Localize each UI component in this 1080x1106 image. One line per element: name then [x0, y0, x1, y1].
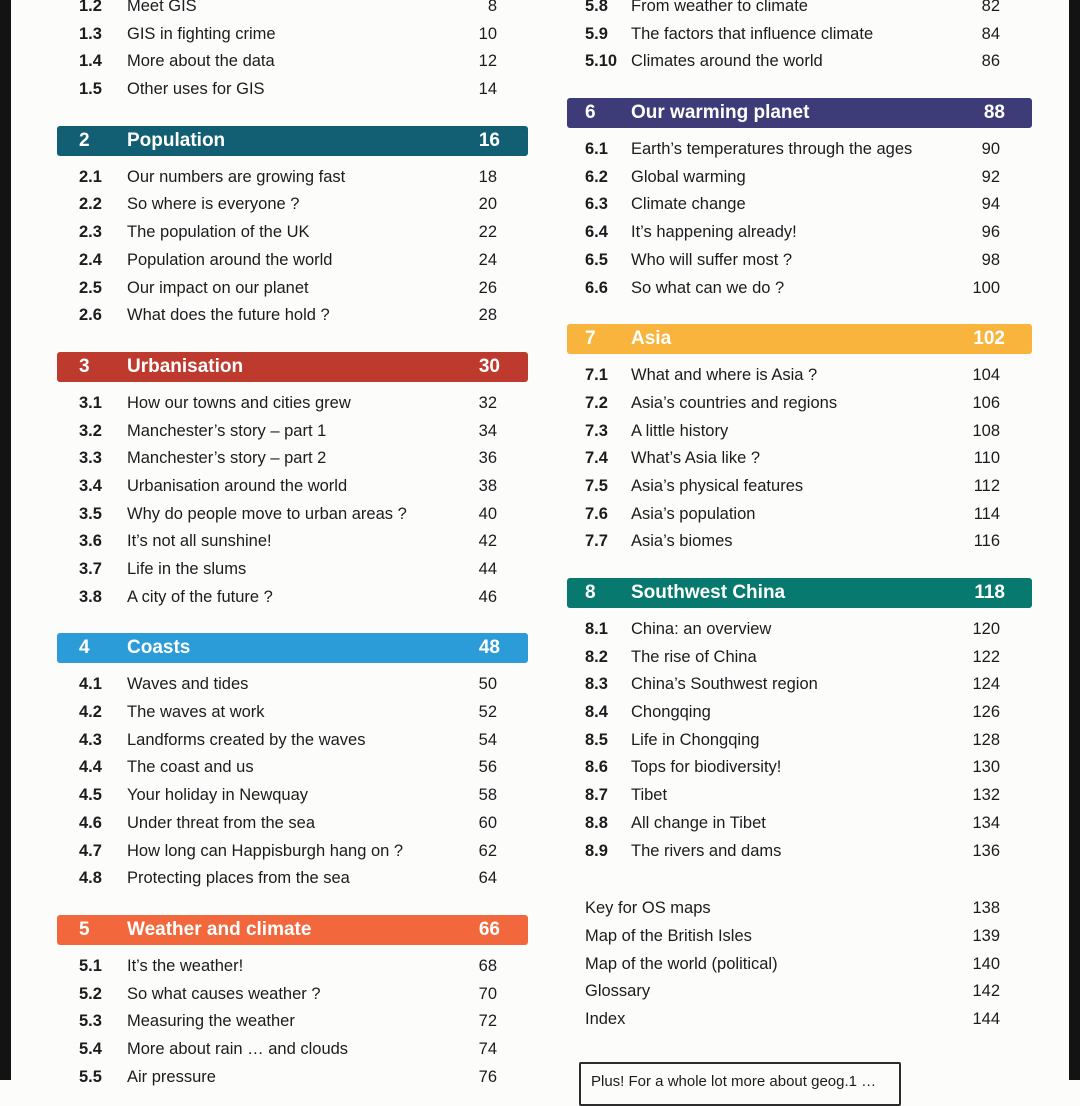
chapter-page: 66	[478, 918, 500, 940]
photo-edge-left	[0, 0, 11, 1080]
toc-entry-title: China: an overview	[631, 620, 772, 638]
toc-entry	[57, 247, 528, 275]
toc-entry-title: Climates around the world	[631, 52, 823, 71]
toc-entry-title: Who will suffer most ?	[631, 250, 793, 269]
chapter-entries	[57, 953, 528, 1091]
toc-entry-page: 32	[478, 393, 497, 412]
toc-entry	[567, 473, 1032, 501]
toc-entry	[567, 21, 1032, 49]
toc-entry-number: 2.5	[79, 278, 102, 297]
toc-entry-page: 24	[478, 250, 497, 269]
toc-entry	[567, 136, 1032, 164]
toc-entry-number: 2.4	[79, 250, 102, 269]
toc-entry-title: Manchester’s story – part 2	[127, 449, 327, 468]
toc-entry	[57, 1064, 528, 1092]
toc-entry-title: From weather to climate	[631, 0, 808, 15]
toc-left-flow	[57, 0, 528, 1091]
chapter-page: 16	[478, 129, 500, 151]
chapter-header-bar	[57, 633, 528, 663]
toc-entry-title: Tibet	[631, 786, 668, 805]
toc-entry	[567, 0, 1032, 21]
toc-entry-title: Air pressure	[127, 1067, 216, 1086]
toc-entry-title: The population of the UK	[127, 223, 310, 242]
toc-entry-number: 6.3	[585, 195, 608, 214]
end-matter-section	[567, 895, 1032, 1033]
toc-entry-title: So what can we do ?	[631, 278, 785, 297]
toc-entry-page: 130	[972, 758, 1000, 777]
toc-entry-title: So where is everyone ?	[127, 195, 300, 214]
end-matter-row	[567, 951, 1032, 979]
toc-entry-page: 54	[478, 730, 497, 749]
toc-entry-number: 7.6	[585, 504, 608, 523]
toc-entry-page: 132	[972, 786, 1000, 805]
chapter-header-bar	[57, 126, 528, 156]
toc-entry-number: 5.1	[79, 956, 102, 975]
toc-entry-page: 46	[478, 587, 497, 606]
chapter-number: 6	[585, 102, 596, 124]
toc-entry-page: 12	[478, 52, 497, 71]
toc-entry	[57, 865, 528, 893]
toc-chapter	[567, 578, 1032, 865]
toc-entry-number: 7.2	[585, 393, 608, 412]
toc-entry-number: 3.7	[79, 560, 102, 578]
toc-entry-title: Your holiday in Newquay	[127, 786, 309, 805]
toc-entry	[57, 1008, 528, 1036]
end-matter-row	[567, 923, 1032, 951]
footer-note-box	[579, 1062, 901, 1106]
toc-entry-title: Urbanisation around the world	[127, 476, 348, 495]
toc-entry-page: 70	[478, 984, 497, 1003]
toc-entry	[57, 390, 528, 418]
toc-entry-title: Waves and tides	[127, 675, 249, 694]
toc-entry-title: Population around the world	[127, 250, 333, 269]
toc-entry-number: 3.5	[79, 504, 102, 523]
toc-entry	[567, 782, 1032, 810]
toc-entry-number: 4.5	[79, 786, 102, 805]
toc-entry-title: Earth’s temperatures through the ages	[631, 140, 913, 159]
toc-entry-title: Life in the slums	[127, 560, 247, 578]
toc-entry-title: The rivers and dams	[631, 841, 782, 860]
toc-entry	[57, 671, 528, 699]
toc-entry	[567, 191, 1032, 219]
footer-note-text: Plus! For a whole lot more about geog.1 …	[591, 1072, 877, 1090]
toc-entry-title: Life in Chongqing	[631, 730, 760, 749]
toc-entry	[567, 810, 1032, 838]
toc-entry-page: 44	[478, 560, 497, 578]
toc-entry-title: Measuring the weather	[127, 1012, 295, 1031]
toc-entry-number: 3.2	[79, 421, 102, 440]
toc-entry	[57, 164, 528, 192]
end-matter-row	[567, 895, 1032, 923]
toc-entry-number: 6.2	[585, 167, 608, 186]
toc-entry-page: 20	[478, 195, 497, 214]
toc-entry	[567, 671, 1032, 699]
toc-entry	[567, 501, 1032, 529]
toc-entry	[57, 0, 528, 21]
toc-entry	[567, 616, 1032, 644]
toc-entry-number: 8.8	[585, 813, 608, 832]
toc-entry-number: 3.8	[79, 587, 102, 606]
chapter-number: 2	[79, 129, 90, 151]
toc-entry-number: 8.1	[585, 620, 608, 638]
toc-entry-number: 6.4	[585, 223, 608, 242]
end-matter-title: Glossary	[585, 982, 651, 1001]
toc-entry-page: 18	[478, 167, 497, 186]
end-matter-title: Map of the world (political)	[585, 954, 778, 973]
toc-entry-number: 1.5	[79, 80, 102, 99]
toc-entry-number: 5.10	[585, 52, 618, 71]
toc-entry-title: Our impact on our planet	[127, 278, 309, 297]
toc-entry-page: 134	[972, 813, 1000, 832]
toc-entry-number: 8.5	[585, 730, 608, 749]
toc-entry	[567, 754, 1032, 782]
toc-entry-number: 6.5	[585, 250, 608, 269]
toc-entry	[567, 219, 1032, 247]
toc-entry-number: 5.8	[585, 0, 608, 15]
toc-entry-title: All change in Tibet	[631, 813, 766, 832]
end-matter-title: Index	[585, 1009, 626, 1028]
toc-entry	[57, 810, 528, 838]
toc-entry	[567, 727, 1032, 755]
toc-entry-page: 40	[478, 504, 497, 523]
toc-entry-page: 110	[973, 449, 1000, 468]
toc-entry-page: 90	[981, 140, 1000, 159]
toc-entry-number: 8.9	[585, 841, 608, 860]
chapter-entries	[567, 362, 1032, 556]
toc-entry-title: Tops for biodiversity!	[631, 758, 782, 777]
chapter-page: 102	[973, 328, 1005, 350]
toc-entry-number: 7.3	[585, 421, 608, 440]
toc-entry-number: 3.4	[79, 476, 102, 495]
toc-entry-title: A city of the future ?	[127, 587, 273, 606]
end-matter-title: Map of the British Isles	[585, 926, 752, 945]
chapter-page: 88	[983, 102, 1005, 124]
chapter-header-bar	[567, 578, 1032, 608]
toc-entry-number: 7.5	[585, 476, 608, 495]
end-matter-row	[567, 978, 1032, 1006]
toc-entry-number: 4.4	[79, 758, 102, 777]
toc-entry-title: More about rain … and clouds	[127, 1039, 349, 1058]
toc-entry-page: 62	[478, 841, 497, 860]
toc-entry	[57, 556, 528, 584]
chapter-title: Weather and climate	[127, 918, 312, 940]
toc-entry	[57, 699, 528, 727]
toc-entry-page: 108	[972, 421, 1000, 440]
end-matter-page: 138	[972, 899, 1000, 918]
toc-left-column	[57, 0, 528, 1091]
toc-entry	[57, 473, 528, 501]
toc-entry-page: 50	[478, 675, 497, 694]
toc-entry	[567, 528, 1032, 556]
toc-entry-title: Chongqing	[631, 703, 711, 722]
toc-entry-number: 8.6	[585, 758, 608, 777]
toc-entry-page: 124	[972, 675, 1000, 694]
toc-entry-page: 114	[973, 504, 1000, 523]
toc-entry	[57, 48, 528, 76]
toc-entry-title: What and where is Asia ?	[631, 366, 818, 385]
toc-entry-title: GIS in fighting crime	[127, 24, 276, 43]
toc-entry	[567, 445, 1032, 473]
toc-entry-page: 8	[487, 0, 497, 15]
toc-entry-number: 2.3	[79, 223, 102, 242]
toc-entry-number: 5.3	[79, 1012, 102, 1031]
toc-entry-title: China’s Southwest region	[631, 675, 818, 694]
toc-entry-page: 96	[981, 223, 1000, 242]
toc-entry-title: Asia’s biomes	[631, 532, 733, 551]
toc-entry-number: 5.4	[79, 1039, 102, 1058]
toc-entry-page: 52	[478, 703, 497, 722]
toc-entry-title: Under threat from the sea	[127, 813, 316, 832]
chapter-title: Coasts	[127, 637, 191, 659]
toc-entry	[57, 528, 528, 556]
photo-edge-right	[1069, 0, 1080, 1080]
toc-entry	[567, 48, 1032, 76]
toc-entry-number: 4.8	[79, 869, 102, 888]
chapter-header-bar	[567, 324, 1032, 354]
toc-entry-page: 68	[478, 956, 497, 975]
toc-entry	[57, 302, 528, 330]
toc-entry-number: 8.4	[585, 703, 608, 722]
chapter-header-bar	[567, 98, 1032, 128]
toc-entry-page: 28	[478, 306, 497, 325]
toc-entry-page: 26	[478, 278, 497, 297]
toc-chapter	[57, 126, 528, 330]
toc-entry-number: 2.6	[79, 306, 102, 325]
toc-entry	[57, 76, 528, 104]
toc-entry-number: 1.3	[79, 24, 102, 43]
chapter-title: Southwest China	[631, 582, 786, 603]
toc-entry	[57, 1036, 528, 1064]
toc-entry	[567, 275, 1032, 303]
toc-entry-title: Our numbers are growing fast	[127, 167, 346, 186]
toc-entry-page: 36	[478, 449, 497, 468]
toc-entry-number: 4.1	[79, 675, 102, 694]
toc-entry	[567, 644, 1032, 672]
chapter-number: 4	[79, 637, 90, 659]
toc-entry-page: 64	[478, 869, 497, 888]
toc-entry	[57, 584, 528, 612]
toc-entry-title: The coast and us	[127, 758, 254, 777]
toc-entry-number: 1.4	[79, 52, 102, 71]
toc-entry-title: So what causes weather ?	[127, 984, 321, 1003]
toc-entry-title: Manchester’s story – part 1	[127, 421, 327, 440]
toc-entry-title: The waves at work	[127, 703, 265, 722]
chapter-number: 8	[585, 582, 596, 603]
chapter-number: 5	[79, 918, 90, 940]
chapter-page: 118	[974, 582, 1005, 603]
toc-entry	[567, 247, 1032, 275]
toc-chapter	[567, 324, 1032, 556]
toc-entry-page: 106	[972, 393, 1000, 412]
chapter-number: 3	[79, 355, 90, 377]
chapter-entries	[57, 671, 528, 893]
toc-entry-number: 2.2	[79, 195, 102, 214]
chapter-entries	[57, 164, 528, 330]
toc-entry	[57, 191, 528, 219]
toc-entry-page: 128	[972, 730, 1000, 749]
toc-entry-title: Asia’s population	[631, 504, 756, 523]
toc-entry-number: 8.3	[585, 675, 608, 694]
toc-entry	[57, 981, 528, 1009]
toc-entry-number: 3.6	[79, 532, 102, 551]
toc-entry-page: 74	[478, 1039, 497, 1058]
toc-entry-number: 5.2	[79, 984, 102, 1003]
toc-entry-title: Climate change	[631, 195, 746, 214]
toc-entry	[567, 699, 1032, 727]
toc-entry-number: 7.4	[585, 449, 608, 468]
toc-entry-title: Global warming	[631, 167, 746, 186]
toc-entry-page: 60	[478, 813, 497, 832]
toc-entry-title: The rise of China	[631, 647, 757, 666]
toc-entry-page: 14	[478, 80, 497, 99]
toc-entry-page: 84	[981, 24, 1000, 43]
toc-entry-number: 4.7	[79, 841, 102, 860]
toc-entry	[567, 418, 1032, 446]
toc-entry-number: 1.2	[79, 0, 102, 15]
toc-entry	[57, 21, 528, 49]
toc-right-column	[567, 0, 1032, 1106]
toc-entry-number: 2.1	[79, 167, 102, 186]
toc-entry	[57, 275, 528, 303]
toc-entry-title: Landforms created by the waves	[127, 730, 366, 749]
toc-entry-number: 4.6	[79, 813, 102, 832]
toc-entry-page: 82	[981, 0, 1000, 15]
toc-entry-page: 76	[478, 1067, 497, 1086]
toc-entry-page: 38	[478, 476, 497, 495]
toc-chapter	[57, 633, 528, 893]
chapter-header-bar	[57, 915, 528, 945]
toc-entry-number: 3.3	[79, 449, 102, 468]
toc-entry	[567, 164, 1032, 192]
toc-entry-title: Asia’s physical features	[631, 476, 804, 495]
toc-entry-page: 58	[478, 786, 497, 805]
toc-entry-page: 100	[972, 278, 1000, 297]
toc-right-flow	[567, 0, 1032, 1034]
toc-entry	[57, 754, 528, 782]
toc-entry-page: 22	[478, 223, 497, 242]
end-matter-page: 140	[972, 954, 1000, 973]
toc-entry	[57, 953, 528, 981]
toc-entry-page: 34	[478, 421, 497, 440]
toc-entry-number: 8.7	[585, 786, 608, 805]
toc-entry-page: 112	[973, 476, 1000, 495]
end-matter-row	[567, 1006, 1032, 1034]
toc-entry-page: 122	[972, 647, 1000, 666]
toc-chapter	[567, 98, 1032, 302]
chapter-page: 48	[478, 637, 500, 659]
toc-entry-number: 5.5	[79, 1067, 102, 1086]
toc-entry	[57, 782, 528, 810]
chapter-entries	[57, 390, 528, 612]
toc-entry-title: It’s the weather!	[127, 956, 244, 975]
toc-entry-number: 8.2	[585, 647, 608, 666]
toc-entry	[567, 838, 1032, 866]
toc-entry-title: What’s Asia like ?	[631, 449, 761, 468]
toc-entry-page: 72	[478, 1012, 497, 1031]
toc-entry-page: 98	[981, 250, 1000, 269]
end-matter-page: 139	[972, 926, 1000, 945]
toc-entry-page: 42	[478, 532, 497, 551]
end-matter-title: Key for OS maps	[585, 899, 711, 918]
toc-entry	[57, 219, 528, 247]
chapter-header-bar	[57, 352, 528, 382]
chapter-title: Asia	[631, 328, 672, 350]
toc-entry-title: Other uses for GIS	[127, 80, 265, 99]
toc-entry-page: 136	[972, 841, 1000, 860]
end-matter-page: 144	[972, 1009, 1000, 1028]
chapter-title: Population	[127, 129, 226, 151]
chapter-title: Urbanisation	[127, 355, 244, 377]
end-matter-page: 142	[972, 982, 1000, 1001]
toc-chapter	[57, 915, 528, 1091]
toc-entry-title: Meet GIS	[127, 0, 197, 15]
toc-entry-page: 86	[981, 52, 1000, 71]
toc-entry-page: 126	[972, 703, 1000, 722]
toc-entry	[57, 418, 528, 446]
toc-entry-page: 94	[981, 195, 1000, 214]
toc-entry	[567, 390, 1032, 418]
toc-entry-page: 116	[973, 532, 1000, 551]
toc-entry-title: How long can Happisburgh hang on ?	[127, 841, 404, 860]
toc-entry-number: 4.2	[79, 703, 102, 722]
toc-entry-number: 3.1	[79, 393, 102, 412]
toc-entry-page: 56	[478, 758, 497, 777]
toc-entry	[57, 727, 528, 755]
chapter-number: 7	[585, 328, 596, 350]
chapter-title: Our warming planet	[631, 102, 810, 124]
toc-entry-number: 5.9	[585, 24, 608, 43]
toc-entry-title: The factors that influence climate	[631, 24, 874, 43]
toc-entry-number: 6.6	[585, 278, 608, 297]
toc-entry-number: 6.1	[585, 140, 608, 159]
chapter-page: 30	[478, 355, 500, 377]
toc-chapter	[57, 352, 528, 612]
toc-entry-title: Protecting places from the sea	[127, 869, 350, 888]
toc-entry-title: Why do people move to urban areas ?	[127, 504, 407, 523]
toc-entry-title: It’s happening already!	[631, 223, 797, 242]
toc-entry-title: More about the data	[127, 52, 275, 71]
toc-entry	[57, 838, 528, 866]
toc-entry-number: 7.7	[585, 532, 608, 551]
toc-entry-title: What does the future hold ?	[127, 306, 330, 325]
toc-entry-title: Asia’s countries and regions	[631, 393, 838, 412]
toc-entry	[567, 362, 1032, 390]
toc-entry-page: 10	[478, 24, 497, 43]
toc-entry	[57, 445, 528, 473]
toc-entry-page: 104	[972, 366, 1000, 385]
chapter-entries	[567, 616, 1032, 865]
toc-entry-title: How our towns and cities grew	[127, 393, 351, 412]
chapter-entries	[567, 136, 1032, 302]
toc-entry-page: 92	[981, 167, 1000, 186]
toc-entry-page: 120	[972, 620, 1000, 638]
toc-entry-number: 7.1	[585, 366, 608, 385]
toc-entry-title: It’s not all sunshine!	[127, 532, 272, 551]
toc-entry	[57, 501, 528, 529]
toc-entry-title: A little history	[631, 421, 729, 440]
toc-entry-number: 4.3	[79, 730, 102, 749]
